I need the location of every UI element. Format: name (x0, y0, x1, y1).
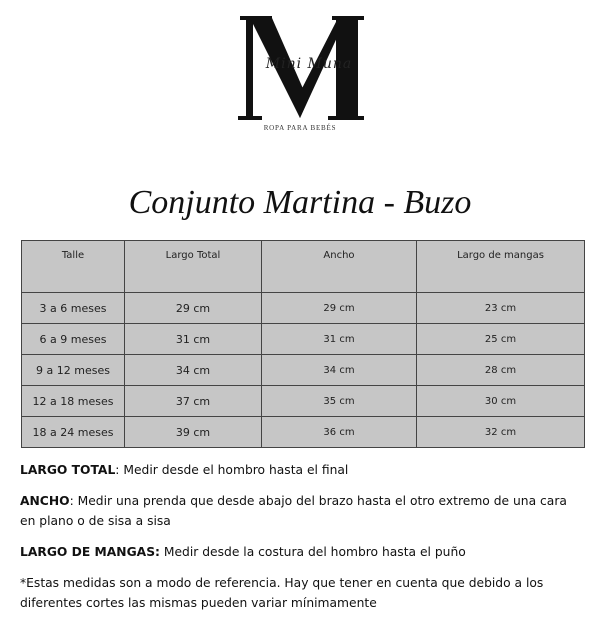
cell-largo-total: 34 cm (125, 355, 262, 386)
table-row (22, 386, 585, 417)
cell-talle: 6 a 9 meses (22, 324, 125, 355)
cell-largo-total: 29 cm (125, 293, 262, 324)
size-table (21, 240, 585, 448)
cell-talle: 18 a 24 meses (22, 417, 125, 448)
logo-m-mark (188, 0, 412, 170)
brand-logo (188, 0, 412, 170)
cell-talle: 3 a 6 meses (22, 293, 125, 324)
table-row (22, 324, 585, 355)
note-largo-mangas-text: Medir desde la costura del hombro hasta el puño (159, 545, 466, 559)
cell-talle: 9 a 12 meses (22, 355, 125, 386)
table-row (22, 293, 585, 324)
cell-ancho: 29 cm (262, 293, 417, 324)
cell-talle: 12 a 18 meses (22, 386, 125, 417)
header-ancho: Ancho (262, 241, 417, 293)
logo-subtitle: ROPA PARA BEBÉS (263, 124, 337, 132)
cell-largo-mangas: 28 cm (417, 355, 585, 386)
header-largo-total: Largo Total (125, 241, 262, 293)
header-talle: Talle (22, 241, 125, 293)
note-ancho-text: : Medir una prenda que desde abajo del brazo hasta el otro extremo de una cara en plano o de sisa a sisa (20, 494, 567, 528)
cell-largo-mangas: 30 cm (417, 386, 585, 417)
cell-ancho: 35 cm (262, 386, 417, 417)
cell-largo-total: 37 cm (125, 386, 262, 417)
table-row (22, 417, 585, 448)
note-largo-mangas-label: LARGO DE MANGAS: (20, 545, 160, 559)
cell-largo-total: 31 cm (125, 324, 262, 355)
cell-largo-mangas: 23 cm (417, 293, 585, 324)
table-header-row (22, 241, 585, 293)
page-title: Conjunto Martina - Buzo (128, 184, 472, 221)
note-disclaimer: *Estas medidas son a modo de referencia. Hay que tener en cuenta que debido a los diferentes cortes las mismas pueden variar mínimamente (20, 576, 544, 610)
logo-script-text: Mini Muna (265, 56, 353, 72)
cell-largo-total: 39 cm (125, 417, 262, 448)
note-largo-mangas (20, 542, 466, 562)
cell-largo-mangas: 25 cm (417, 324, 585, 355)
note-ancho (20, 491, 580, 531)
note-largo-total-text: : Medir desde el hombro hasta el final (115, 463, 349, 477)
cell-ancho: 36 cm (262, 417, 417, 448)
cell-largo-mangas: 32 cm (417, 417, 585, 448)
cell-ancho: 34 cm (262, 355, 417, 386)
table-row (22, 355, 585, 386)
header-largo-mangas: Largo de mangas (417, 241, 585, 293)
note-largo-total-label: LARGO TOTAL (20, 463, 116, 477)
note-largo-total (20, 460, 348, 480)
cell-ancho: 31 cm (262, 324, 417, 355)
note-ancho-label: ANCHO (20, 494, 70, 508)
